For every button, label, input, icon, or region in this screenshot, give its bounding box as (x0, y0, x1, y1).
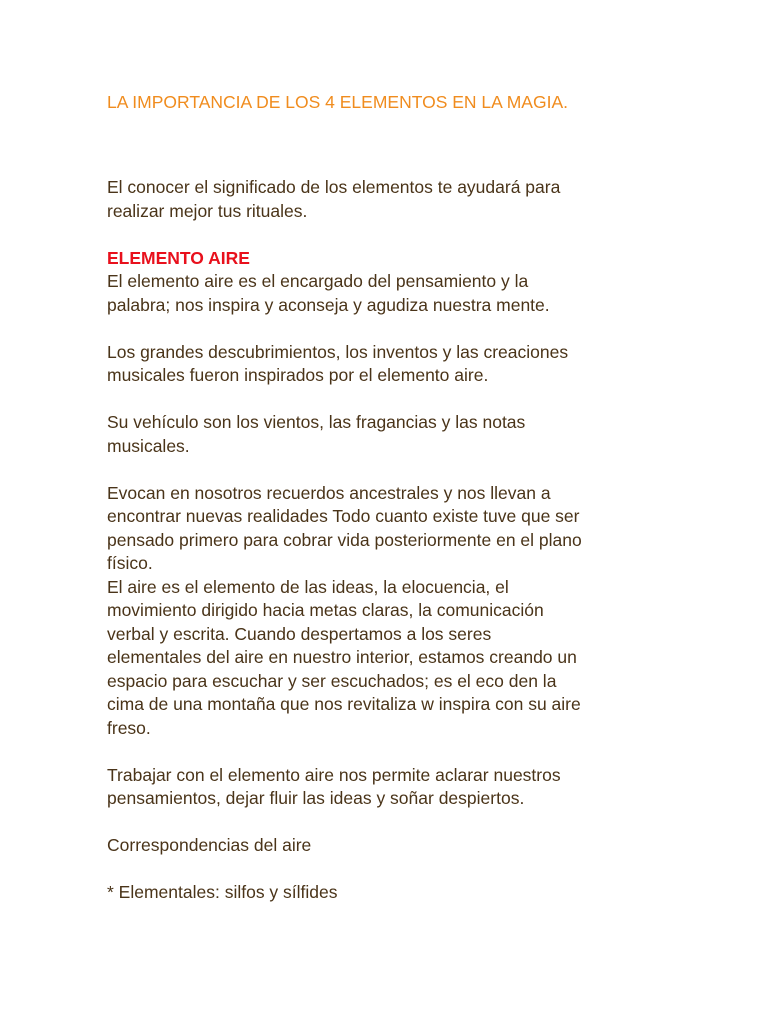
spacer (107, 458, 747, 482)
list-item-elementals: * Elementales: silfos y sílfides (107, 882, 338, 902)
spacer (107, 317, 747, 341)
section-heading: ELEMENTO AIRE (107, 247, 250, 268)
paragraph-discoveries: Los grandes descubrimientos, los inventos y las creaciones musicales fueron inspirados por el elemento aire. (107, 341, 569, 385)
paragraph-vehicle: Su vehículo son los vientos, las fragancias y las notas musicales. (107, 412, 526, 456)
spacer (107, 740, 747, 764)
spacer (107, 114, 747, 176)
document-title: LA IMPORTANCIA DE LOS 4 ELEMENTOS EN LA MAGIA. (107, 92, 568, 112)
paragraph-evocation: Evocan en nosotros recuerdos ancestrales y nos llevan a encontrar nuevas realidades Todo cuanto existe tuve que ser pensado primero para cobrar vida posteriormente en el plano físico. El aire es el elemento de las ideas, la elocuencia, el movimiento dirigido hacia metas claras, la comunicación verbal y escrita. Cuando despertamos a los seres elementales del aire en nuestro interior, estamos creando un espacio para escuchar y ser escuchados; es el eco den la cima de una montaña que nos revitaliza w inspira con su aire freso. (107, 482, 582, 738)
paragraph-working-with-air: Trabajar con el elemento aire nos permite aclarar nuestros pensamientos, dejar fluir las ideas y soñar despiertos. (107, 764, 561, 808)
paragraph-air-definition: El elemento aire es el encargado del pensamiento y la palabra; nos inspira y aconseja y agudiza nuestra mente. (107, 271, 550, 315)
intro-paragraph: El conocer el significado de los elementos te ayudará para realizar mejor tus rituales. (107, 177, 561, 221)
spacer (107, 388, 747, 412)
document-page (107, 90, 747, 905)
paragraph-correspondences: Correspondencias del aire (107, 835, 312, 855)
spacer (107, 223, 747, 247)
spacer (107, 811, 747, 835)
spacer (107, 858, 747, 882)
